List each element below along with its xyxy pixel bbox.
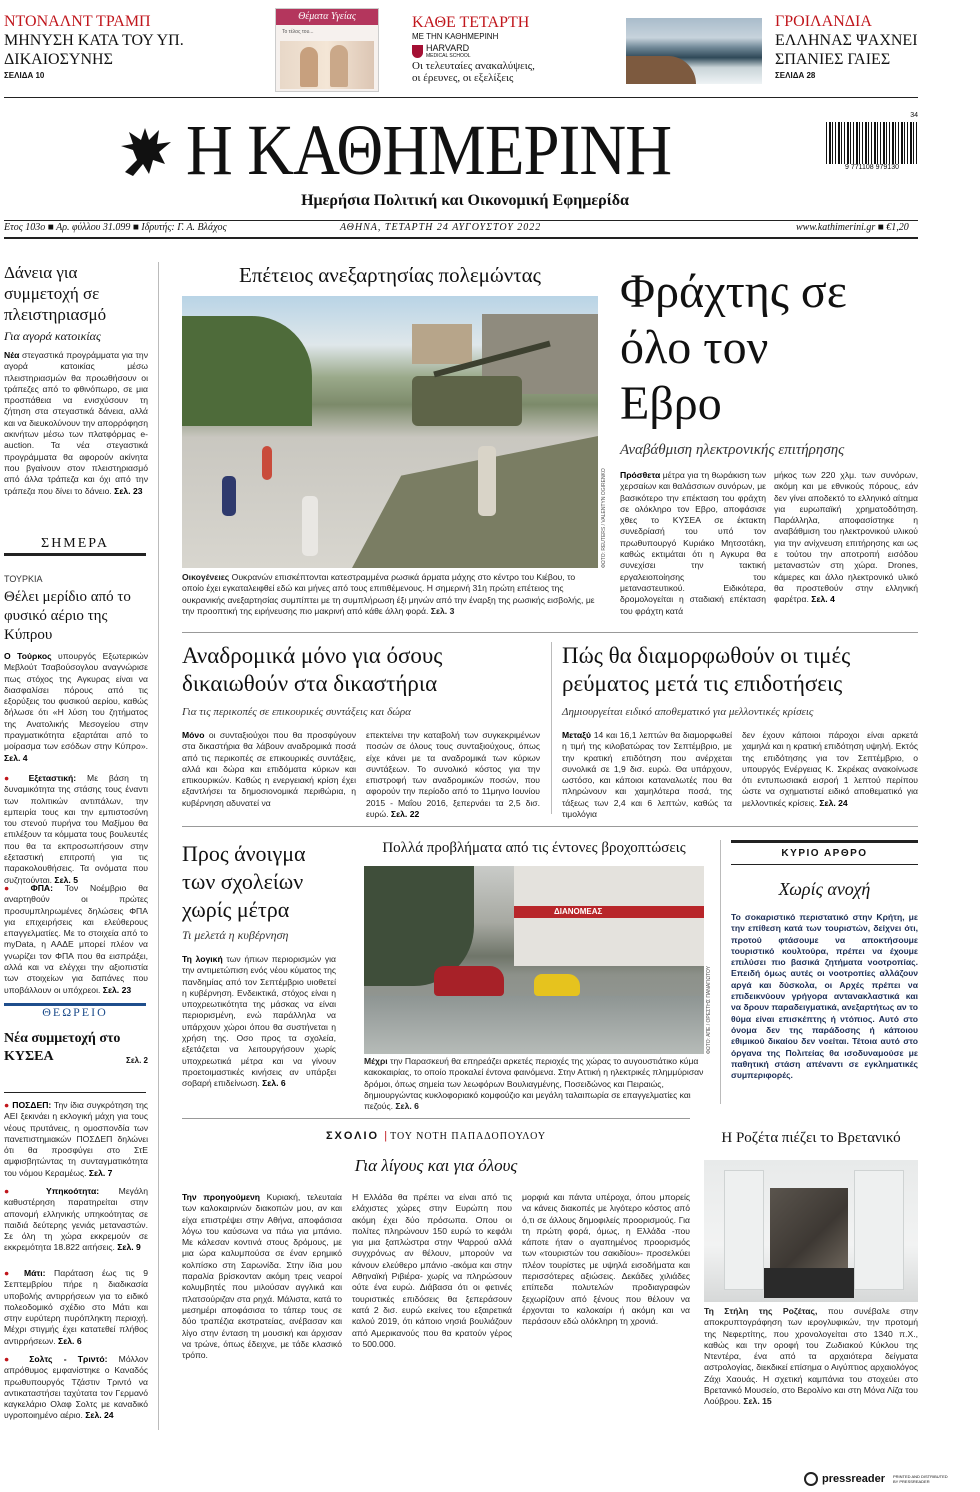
teaser-page: ΣΕΛΙΔΑ 10	[4, 71, 45, 80]
turkey-block[interactable]	[4, 574, 148, 763]
turkey-title: Θέλει μερίδιο από το φυσικό αέριο της Κύπρου	[4, 589, 131, 643]
parade-photo	[182, 296, 598, 568]
rosetta-caption: Τη Στήλη της Ροζέτας, που συνέβαλε στην αποκρυπτογράφηση των ιερογλυφικών, την προτομή της Νεφερτίτης, που χρονολογείται στο 1340 π.Χ., καθώς και την οροφή του Ζωδιακού Κύκλου της Ντεντέρα, ένα από τα αρχαιότερα δείγματα αστρολογίας, διεκδικεί επίσημα ο Αιγύπτιος αρχαιολόγος Ζάχι Χαουάς. Η σχετική καμπάνια του στοχεύει στο Βρετανικό Μουσείο, στο Βερολίνο και στη Μόνα Λίζα του Λούβρου. Σελ. 15	[704, 1306, 918, 1407]
health-thumb-photo	[280, 41, 374, 89]
left-column-divider	[158, 262, 159, 1430]
teaser-kicker: ΝΤΟΝΑΛΝΤ ΤΡΑΜΠ	[4, 13, 151, 30]
info-right: www.kathimerini.gr ■ €1,20	[796, 222, 909, 233]
brief-item[interactable]: ● ΦΠΑ: Τον Νοέμβριο θα αναρτηθούν οι πρώτες προσυμπληρωμένες δηλώσεις ΦΠΑ για επιχειρήσεις και ελεύθερους επαγγελματίες. Με το στοιχεία από το myData, η ΑΑΔΕ μπορεί πλέον να γνωρίζει τον ΦΠΑ που θα εισπράξει, αλλά και να ελέγχει την αξιοπιστία των στοιχείων για δαπάνες που υποβάλλουν οι υπόχρεοι. Σελ. 23	[4, 883, 148, 995]
simera-label: ΣΗΜΕΡΑ	[4, 536, 146, 552]
info-left: Ετος 103ο ■ Αρ. φύλλου 31.099 ■ Ιδρυτής: Γ. Α. Βλάχος	[4, 222, 227, 233]
column-title[interactable]: Για λίγους και για όλους	[354, 1156, 518, 1175]
brief-item[interactable]: ● Σολτς - Τριντό: Μόλλον απρόθυμος εμφανίστηκε ο Καναδός πρωθυπουργός Τζάστιν Τριντό να αντικαταστήσει ταχύτατα τον Γερμανό καγκελάριο Ολαφ Σολτς με καναδικό υγροποιημένο αέριο. Σελ. 24	[4, 1354, 148, 1421]
mid-divider-2	[182, 826, 918, 827]
column-author: ΤΟΥ ΝΟΤΗ ΠΑΠΑΔΟΠΟΥΛΟΥ	[390, 1131, 547, 1142]
brief-item[interactable]: ● Μάτι: Παράταση έως τις 9 Σεπτεμβρίου πήρε η διαδικασία υποβολής αντιρρήσεων για το ειδικό πολεοδομικό σχέδιο στο Μάτι και στην ευρύτερη πυρόπληκτη περιοχή. Μέχρι στιγμής έχει κατατεθεί πλήθος αντιρρήσεων. Σελ. 6	[4, 1268, 148, 1346]
info-rule-bottom	[4, 237, 918, 239]
fence-col1: Πρόσθετα μέτρα για τη θωράκιση των χερσαίων και θαλάσσιων συνόρων, με βασικότερο την επέκταση του φράχτη σε ολόκληρο τον Εβρο, αποφάσισε χθες το ΚΥΣΕΑ σε έκτακτη συνεδρίασή του υπό τον πρωθυπουργό Κυριάκο Μητσοτάκη, καθώς εκτιμάται ότι η Αγκυρα θα συνεχίσει την τακτική εργαλειοποίησης του μεταναστευτικού. Ειδικότερα, δρομολογείται η σταδιακή επέκταση του φράχτη κατά	[620, 470, 767, 616]
info-rule-top	[4, 220, 918, 221]
column-col2: Η Ελλάδα θα πρέπει να είναι από τις ελάχιστες χώρες στην Ευρώπη που ακόμη έχει δύο πρόσωπα. Οπου οι πολίτες πληρώνουν 150 ευρώ το κεφάλι για μια ξαπλώστρα στην Ψαρρού αλλά συγχρόνως αν θέλουν, μπορούν να κάνουν ελεύθερο μπάνιο -ακόμα και στην Αθηναϊκή Ριβιέρα- χωρίς να πληρώσουν ούτε ένα ευρώ. Διάβασα ότι οι φετινές τουριστικές επιδόσεις θα ξεπεράσουν κατά 2 δισ. ευρώ εκείνες του εξαιρετικά καλού 2019, ότι κάποιο νησιά βουλιάζουν από Αμερικανούς που θα κρατούν γέρος το 500.000.	[352, 1192, 512, 1349]
top-strip	[0, 0, 980, 96]
left-briefs-2	[4, 1100, 148, 1422]
harvard-shield-icon	[412, 45, 423, 58]
barcode-issue: 34	[910, 112, 918, 119]
left-column	[4, 262, 148, 498]
rain-sign: ΔΙΑΝΟΜΕΑΣ	[554, 907, 603, 916]
column-header	[182, 1124, 690, 1143]
info-date: ΑΘΗΝΑ, ΤΕΤΑΡΤΗ 24 ΑΥΓΟΥΣΤΟΥ 2022	[340, 222, 542, 233]
column-col3: μορφιά και πάντα υπέροχα, όπου μπορείς να κάνεις διακοπές με λιγότερο κόστος από ό,τι σε άλλους δημοφιλείς προορισμούς. Για τη πρώτη φορά, όμως, η Ελλάδα -που κάποτε ήταν ο αγαπημένος προορισμός των «τουριστών του σακιδίου»- προσελκύει πλέον τουρίστες με υψηλά εισοδήματα και περισσότερες αξιώσεις. Δεκάδες χιλιάδες επίπεδα πολυτελών προδιαγραφών ξεχωρίζουν από ξένους που θέλουν να έρχονται το καλοκαίρι ή ακόμη και να περάσουν εδώ ολόκληρη τη χρονιά.	[522, 1192, 690, 1327]
schools-body: Τη λογική των ήπιων περιορισμών για την αντιμετώπιση ενός νέου κύματος της πανδημίας από τον Σεπτέμβριο υιοθετεί η κυβέρνηση. Ενδεικτικά, στόχος είναι η υποχρεωτικότητα της μάσκας να είναι περιορισμένη, ενώ παράλληλα να υπάρχουν χώροι όπου θα συστήνεται η χρήση της. Οσο προς τα σχολεία, εξετάζεται να λειτουργήσουν χωρίς υποχρεωτικά μέτρα και να γίνουν προετοιμαστικές κινήσεις αν υπάρξει σοβαρή επιδείνωση. Σελ. 6	[182, 954, 337, 1089]
teaser-kicker: ΓΡΟΙΛΑΝΔΙΑ	[775, 13, 872, 30]
turkey-body: Ο Τούρκος υπουργός Εξωτερικών Μεβλούτ Τσαβούσογλου αναγνώρισε πως στόχος της Αγκυρας είναι να διασφαλίσει πόρους από τις εξορύξεις του φυσικού αερίου, καθώς δήλωσε ότι «Η λύση του ζητήματος της Ανατολικής Μεσογείου στην πραγματικότητα εξαρτάται από το μοίρασμα των εσόδων στην Κύπρο». Σελ. 4	[4, 651, 149, 763]
theoreio-title: Νέα συμμετοχή στο ΚΥΣΕΑ	[4, 1031, 121, 1064]
turkey-kicker: ΤΟΥΡΚΙΑ	[4, 574, 43, 584]
court-subtitle: Για τις περικοπές σε επικουρικές συντάξεις και δώρα	[182, 706, 411, 718]
theoreio-bottom-rule	[4, 1092, 146, 1093]
teaser-health-thumb[interactable]	[275, 8, 379, 92]
power-title[interactable]: Πώς θα διαμορφωθούν οι τιμές ρεύματος μετά τις επιδοτήσεις	[562, 643, 851, 696]
health-thumb-line: Το τέλος του...	[282, 29, 314, 35]
brief-item[interactable]: ● Υπηκοότητα: Μεγάλη καθυστέρηση παρατηρείται στην απονομή ελληνικής υπηκοότητας σε παιδιά δεύτερης γενιάς μεταναστών. Σε όλη τη χώρα εκκρεμούν σε εκκρεμότητα 18.822 αιτήσεις. Σελ. 9	[4, 1186, 148, 1253]
teaser-title: ΕΛΛΗΝΑΣ ΨΑΧΝΕΙ ΣΠΑΝΙΕΣ ΓΑΙΕΣ	[775, 32, 918, 68]
teaser-kicker: ΚΑΘΕ ΤΕΤΑΡΤΗ	[412, 14, 530, 31]
simera-rule	[4, 553, 146, 556]
fence-title[interactable]: Φράχτης σε όλο τον Εβρο	[620, 265, 847, 430]
barcode	[826, 112, 918, 178]
fence-subtitle: Αναβάθμιση ηλεκτρονικής επιτήρησης	[620, 442, 845, 458]
theoreio-ref: Σελ. 2	[126, 1056, 148, 1065]
pressreader-small: PRINTED AND DISTRIBUTED BY PRESSREADER	[893, 1474, 948, 1484]
harvard-brand-sub: MEDICAL SCHOOL	[426, 53, 471, 59]
rain-caption: Μέχρι την Παρασκευή θα επηρεάζει αρκετές περιοχές της χώρας το αυγουστιάτικο κύμα κακοκαιρίας, το οποίο προκαλεί έντονα φαινόμενα. Στην Αττική η ηλεκτρικές πλημμύρισαν δρόμοι, όπως σημεία των λεωφόρων Βουλιαγμένης, Ποσειδώνος και Πειραιώς, δημιουργώντας κυκλοφοριακό κομφούζιο και μεγάλη ταλαιπωρία σε επαγγελματίες και πεζούς. Σελ. 6	[364, 1056, 704, 1112]
mid-divider	[182, 632, 918, 633]
brief-item[interactable]: ● ΠΟΣΔΕΠ: Την ίδια συγκρότηση της ΑΕΙ ξεκινάει η εκλογική μάχη για τους νέους πρυτάνεις, η ομοσπονδία των πανεπιστημιακών ΠΟΣΔΕΠ δηλώνει ότι θα προσφύγει στο ΣτΕ αμφισβητώντας τη συνταγματικότητα του νόμου Κεραμέως. Σελ. 7	[4, 1100, 148, 1178]
teaser-harvard[interactable]	[412, 14, 602, 84]
teaser-title: ΜΗΝΥΣΗ ΚΑΤΑ ΤΟΥ ΥΠ. ΔΙΚΑΙΟΣΥΝΗΣ	[4, 32, 184, 68]
rain-title[interactable]: Πολλά προβλήματα από τις έντονες βροχοπτώσεις	[382, 840, 686, 856]
health-thumb-label: Θέματα Υγείας	[276, 9, 378, 25]
editorial-label: ΚΥΡΙΟ ΑΡΘΡΟ	[731, 840, 918, 865]
teaser-greenland-photo	[626, 18, 762, 84]
pressreader-badge[interactable]	[804, 1468, 980, 1490]
column-label: ΣΧΟΛΙΟ	[325, 1130, 380, 1142]
parade-caption: Οικογένειες Ουκρανών επισκέπτονται κατεστραμμένα ρωσικά άρματα μάχης στο κέντρο του Κιέβου, το οποίο έχει εγκαταλειφθεί εδώ και μήνες από τους επιτιθέμενους. Η σημερινή 31η πρώτη επέτειος της ουκρανικής ανεξαρτησίας συμπίπτει με τη συμπλήρωση έξι μηνών από την έναρξη της ρωσικής εισβολής, με την προοπτική της ειρήνευσης πιο μακρινή από κάθε άλλη φορά. Σελ. 3	[182, 572, 595, 616]
schools-title[interactable]: Προς άνοιγμα των σχολείων χωρίς μέτρα	[182, 841, 306, 922]
power-col1: Μεταξύ 14 και 16,1 λεπτών θα διαμορφωθεί η τιμή της κιλοβατώρας τον Σεπτέμβριο, με την κρατική επιδότηση που ανέρχεται συνολικά σε 1,9 δισ. ευρώ. Θα υπάρχουν, ωστόσο, και κάποιοι καταναλωτές που θα πληρώνουν και χαμηλότερα ποσά, της τάξεως των 2,4 και 6 λεπτών, καθώς τα τιμολόγια	[562, 730, 733, 820]
court-col2: επεκτείνει την καταβολή των συγκεκριμένων ποσών σε όλους τους συνταξιούχους, όπως είχε κάνει με τα αναδρομικά των κύριων συντάξεων. Το συνολικό κόστος για την επιστροφή των αναδρομικών ποσών, που αφορούν την περίοδο από το 11μηνο Ιουνίου 2015 - Μαΐου 2016, ξεπερνάει τα 2,5 δισ. ευρώ. Σελ. 22	[366, 730, 540, 820]
barcode-number: 9 771108 979130	[845, 164, 899, 171]
editorial-body: Το σοκαριστικό περιστατικό στην Κρήτη, με την επίθεση κατά των τουριστών, δείχνει ότι, προτού φτάσουμε να αποκτήσουμε τουριστικό κουλτούρα, πρέπει να έχουμε επιλύσει πιο βασικά ζητήματα νοοτροπίας. Επειδή όμως αυτές οι νοοτροπίες αλλάζουν αργά και δύσκολα, οι Αρχές πρέπει να επιδεικνύουν γρήγορα αντανακλαστικά και να δρουν παραδειγματικά, ανεξαρτήτως αν το θύμα είναι επισκέπτης ή ντόπιος. Αυτό στο όνομα δεν της παράδοσης ή κάποιου εθιμικού δικαίου δεν νοείται. Τέτοια αυτό στο όργανα της Πολιτείας θα ισοδυναμούσε με παθητική στάση απέναντι σε εγκληματικές συμπεριφορές.	[731, 912, 918, 1081]
court-col1: Μόνο οι συνταξιούχοι που θα προσφύγουν στα δικαστήρια θα λάβουν αναδρομικά ποσά από τις περικοπές σε επικουρικές συντάξεις, αλλά και δώρα και επιδόματα κύριων και επικουρικών. Καθώς η ενεργειακή κρίση έχει εξαντλήσει τα δημοσιονομικά περιθώρια, η κυβέρνηση αδυνατεί να	[182, 730, 356, 808]
teaser-page: ΣΕΛΙΔΑ 28	[775, 71, 816, 80]
mid-divider-3	[182, 1118, 690, 1119]
pressreader-brand: pressreader	[822, 1473, 885, 1485]
parade-title[interactable]: Επέτειος ανεξαρτησίας πολεμώντας	[239, 263, 541, 287]
pressreader-icon	[804, 1472, 818, 1486]
court-power-divider	[551, 642, 552, 814]
teaser-trump[interactable]	[4, 12, 234, 80]
rosetta-photo	[704, 1160, 918, 1302]
rain-photo-credit: ΦΩΤΟ: ΑΠΕ / ΟΡΕΣΤΗΣ ΠΑΝΑΓΙΩΤΟΥ	[706, 965, 712, 1054]
power-col2: δεν έχουν κάποιοι πάροχοι είναι αρκετά χαμηλά και η κρατική επιδότηση υψηλή. Εκτός της επιδότησης για τον Σεπτέμβριο, ο υπουργός Ενέργειας Κ. Σκρέκας ανακοίνωσε ότι εντυπωσιακά εισροή 1 λεπτού περίπου ώστε να σχηματιστεί ειδικό αποθεματικό για μελλοντικές κρίσεις. Σελ. 24	[742, 730, 918, 808]
left-briefs	[4, 773, 148, 995]
rain-photo	[364, 866, 704, 1054]
theoreio-block[interactable]	[4, 1030, 148, 1065]
editorial-box[interactable]	[720, 840, 918, 1104]
column-sep: |	[384, 1130, 391, 1142]
masthead-subtitle: Ημερήσια Πολιτική και Οικονομική Εφημερίδα	[301, 192, 629, 209]
rosetta-title[interactable]: Η Ροζέτα πιέζει το Βρετανικό	[721, 1130, 901, 1146]
editorial-title: Χωρίς ανοχή	[778, 879, 871, 899]
loans-subtitle: Για αγορά κατοικίας	[4, 329, 101, 343]
loans-title[interactable]: Δάνεια για συμμετοχή σε πλειστηριασμό	[4, 263, 107, 324]
court-title[interactable]: Αναδρομικά μόνο για όσους δικαιωθούν στα δικαστήρια	[182, 643, 443, 696]
schools-subtitle: Τι μελετά η κυβέρνηση	[182, 928, 289, 942]
teaser-greenland[interactable]	[775, 12, 975, 80]
theoreio-label: ΘΕΩΡΕΙΟ	[42, 1005, 108, 1019]
power-subtitle: Δημιουργείται ειδικό αποθεματικό για μελλοντικές κρίσεις	[562, 706, 814, 718]
fence-col2: μήκος των 220 χλμ. των συνόρων, ακόμη και με εθνικούς πόρους, εάν δεν γίνει αποδεκτό το ελληνικό αίτημα για ευρωπαϊκή χρηματοδότηση. Παράλληλα, αποφασίστηκε η αναβάθμιση του ηλεκτρονικού υλικού για την ανίχνευση επιτήρησης και ως ε τούτου την αποτροπή εισόδου μεταναστών στη χώρα. Drones, κάμερες και άλλο ηλεκτρονικό υλικό θα προστεθούν στην ελληνική φαρέτρα. Σελ. 4	[774, 470, 918, 605]
teaser-sub: ΜΕ ΤΗΝ ΚΑΘΗΜΕΡΙΝΗ	[412, 32, 499, 41]
masthead-title: Η ΚΑΘΗΜΕΡΙΝΗ	[186, 110, 672, 190]
loans-body: Νέα στεγαστικά προγράμματα για την αγορά κατοικίας μέσω πλειστηριασμών θα προωθήσουν οι τράπεζες από το φθινόπωρο, σε μια προσπάθεια να ενισχύσουν τη ζήτηση στα στεγαστικά δάνεια, αλλά και να διευκολύνουν την απορρόφηση ακινήτων μέσω των πλατφόρμας e-auction. Τα νέα στεγαστικά προγράμματα θα αφορούν ακίνητα που βγαίνουν στον πλειστηριασμό από άλλα τράπεζα και όχι από την τράπεζα που δίνει το δάνειο. Σελ. 23	[4, 350, 148, 496]
top-divider	[4, 97, 918, 98]
teaser-text: Οι τελευταίες ανακαλύψεις, οι έρευνες, οι εξελίξεις	[412, 60, 535, 84]
brief-item[interactable]: ● Εξεταστική: Με βάση τη δυναμικότητα της στάσης τους έναντι των πολιτικών αντιπάλων, την εμπειρία τους και την εμπιστοσύνη του στενού πυρήνα του Μαξίμου θα επιλέξουν τα κόμματα τους βουλευτές που θα τα εκπροσωπήσουν στην εξεταστική επιτροπή για τις παρακολουθήσεις. Τα ονόματα που συζητούνται. Σελ. 5	[4, 773, 148, 885]
griffin-logo-icon	[115, 120, 177, 180]
column-col1: Την προηγούμενη Κυριακή, τελευταία των καλοκαιρινών διακοπών μου, αν και είχα επιστρέψει στην Αθήνα, αποφάσισα λόγω του καύσωνα να πάω για μπάνιο. Με κάλεσαν κοντινά στους δρόμους, με μια ώρα καλυμπούσα σε έναν ερημικό κολπίσκο στη Σαρωνίδα. Στην ίδια μου παραλία βρίσκονταν ακόμη τρεις νεαροί κολυμβητές που μιλούσαν αγγλικά και πλατσούριζαν στα ρηχά. Μάλιστα, κατά το μεσημέρι αποφάσισα το τάπερ τους σε δύο τραπέζια εκστρατείας, ανέβασαν και λίγο στην ένταση τη μουσική και άρχισαν να τρώνε, όπως έδειχνε, με τάδε κλασικό τρόπο.	[182, 1192, 342, 1361]
parade-photo-credit: ΦΩΤΟ: REUTERS / VALENTYN OGIRENKO	[601, 468, 607, 568]
harvard-brand: HARVARD	[426, 43, 470, 53]
